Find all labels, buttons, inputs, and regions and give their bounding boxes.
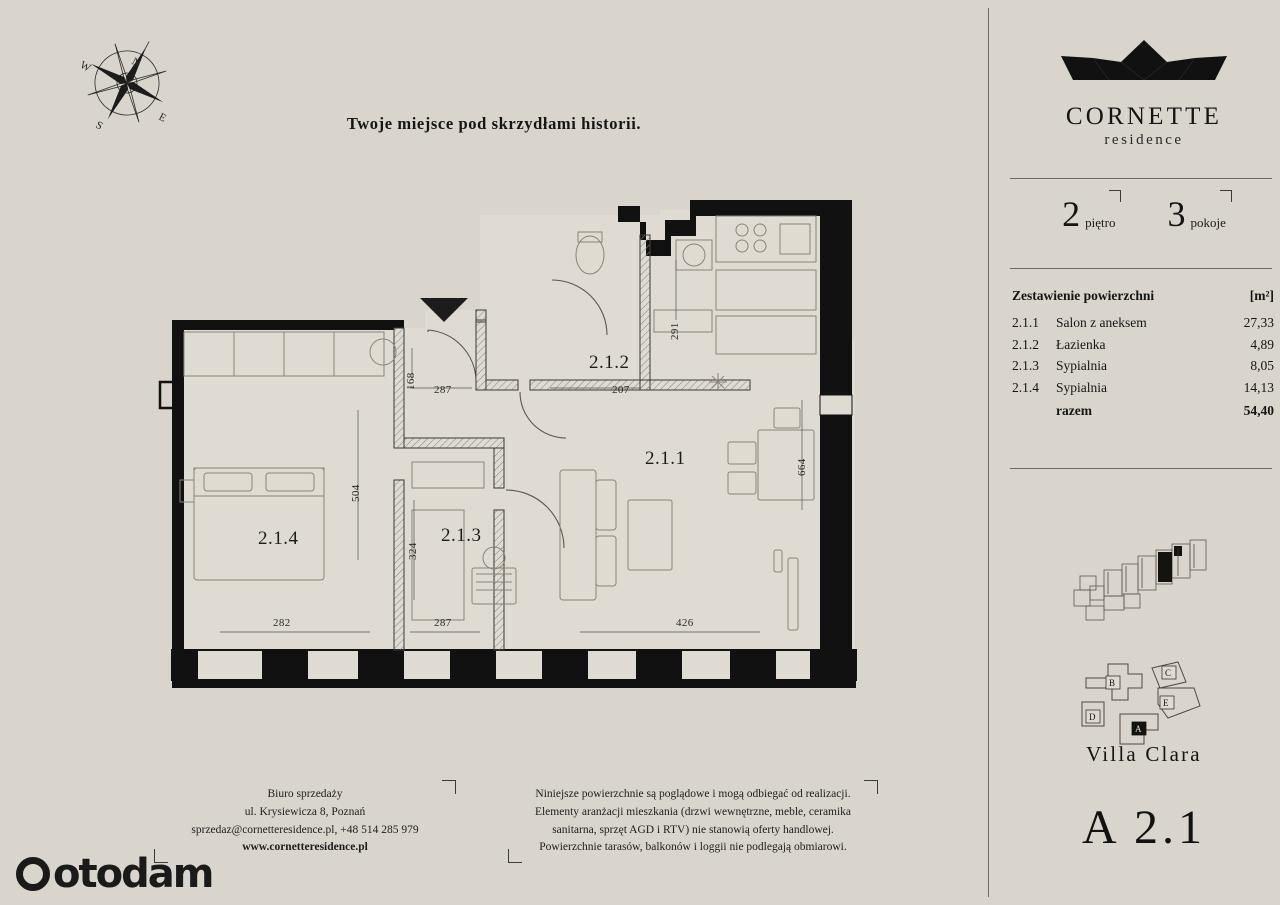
disclaimer-line-3: sanitarna, sprzęt AGD i RTV) nie stanowią oferty handlowej. xyxy=(552,823,834,836)
panel-divider xyxy=(988,8,989,897)
room-label-2-1-4: 2.1.4 xyxy=(258,528,299,549)
dimension-664: 664 xyxy=(796,458,808,476)
table-row xyxy=(1012,337,1274,353)
dimension-504: 504 xyxy=(350,484,362,502)
disclaimer-line-1: Niniejsze powierzchnie są poglądowe i mogą odbiegać od realizacji. xyxy=(535,788,851,800)
area-row-name: Sypialnia xyxy=(1056,379,1107,395)
area-total-row xyxy=(1012,403,1274,419)
floor-plan xyxy=(120,180,940,710)
area-total-value: 54,40 xyxy=(1243,402,1274,418)
dimension-168: 168 xyxy=(405,372,417,390)
table-row xyxy=(1012,380,1274,396)
sales-office-line-2: ul. Krysiewicza 8, Poznań xyxy=(244,805,366,818)
sales-office-block xyxy=(150,786,460,857)
compass-label-w: W xyxy=(77,59,94,75)
compass-label-s: S xyxy=(93,119,106,133)
area-row-value: 8,05 xyxy=(1250,358,1274,373)
area-total-label: razem xyxy=(1056,402,1092,418)
floor-keyplan xyxy=(1008,520,1280,650)
floor-count xyxy=(1062,196,1115,232)
table-row xyxy=(1012,358,1274,374)
area-row-code: 2.1.3 xyxy=(1012,358,1039,373)
area-row-code: 2.1.1 xyxy=(1012,315,1039,330)
area-table-header xyxy=(1012,288,1274,304)
area-table-title: Zestawienie powierzchni xyxy=(1012,288,1155,303)
brand-name: CORNETTE xyxy=(1065,103,1223,130)
rooms-label: pokoje xyxy=(1190,215,1226,230)
compass-label-n: N xyxy=(129,55,144,71)
rooms-count xyxy=(1167,196,1225,232)
panel-rule-bottom xyxy=(1010,468,1272,469)
dimension-287-bottom: 287 xyxy=(434,617,452,629)
unit-code: A 2.1 xyxy=(1081,801,1206,854)
rooms-number: 3 xyxy=(1167,194,1186,234)
area-row-name: Sypialnia xyxy=(1056,358,1107,373)
otodam-watermark xyxy=(16,851,212,897)
area-row-name: Łazienka xyxy=(1056,336,1106,352)
compass-label-e: E xyxy=(156,110,170,126)
tagline: Twoje miejsce pod skrzydłami historii. xyxy=(346,114,642,133)
disclaimer-line-2: Elementy aranżacji mieszkania (drzwi wewnętrzne, meble, ceramika xyxy=(534,805,852,818)
area-table xyxy=(1012,288,1274,424)
bracket-top-right xyxy=(442,780,456,794)
area-table-unit: [m²] xyxy=(1249,288,1274,303)
building-name: Villa Clara xyxy=(1086,742,1202,766)
dimension-426: 426 xyxy=(676,617,694,629)
panel-rule-top xyxy=(1010,178,1272,179)
dimension-207: 207 xyxy=(612,384,630,396)
sales-office-contact[interactable]: sprzedaz@cornetteresidence.pl, +48 514 285 979 xyxy=(191,823,419,836)
room-label-2-1-3: 2.1.3 xyxy=(441,525,482,546)
dimension-324: 324 xyxy=(407,542,419,560)
svg-text:B: B xyxy=(1109,678,1116,688)
otodam-ring-icon xyxy=(16,857,50,891)
area-row-value: 14,13 xyxy=(1243,379,1274,395)
sales-office-line-1: Biuro sprzedaży xyxy=(267,788,343,800)
svg-text:C: C xyxy=(1165,668,1172,678)
counts-block xyxy=(1008,196,1280,232)
svg-text:E: E xyxy=(1163,698,1169,708)
svg-text:D: D xyxy=(1089,712,1096,722)
disclaimer-bracket-bottom-left xyxy=(508,849,522,863)
table-row xyxy=(1012,315,1274,331)
sales-office-website[interactable]: www.cornetteresidence.pl xyxy=(242,841,368,854)
info-panel xyxy=(1008,0,1280,905)
panel-rule-mid xyxy=(1010,268,1272,269)
floor-corner-bracket xyxy=(1109,190,1121,202)
brand-block xyxy=(1008,36,1280,149)
brand-subtitle: residence xyxy=(1104,132,1184,148)
floor-label: piętro xyxy=(1085,215,1116,230)
disclaimer-block xyxy=(508,786,878,857)
disclaimer-bracket-top-right xyxy=(864,780,878,794)
room-label-2-1-2: 2.1.2 xyxy=(589,352,630,373)
dimension-291: 291 xyxy=(669,322,681,340)
dimension-287-top: 287 xyxy=(434,384,452,396)
dimension-282: 282 xyxy=(273,617,291,629)
room-label-2-1-1: 2.1.1 xyxy=(645,448,686,469)
area-row-value: 27,33 xyxy=(1243,315,1274,330)
area-row-code: 2.1.4 xyxy=(1012,379,1039,395)
cornette-crown-icon xyxy=(1059,36,1229,88)
area-row-value: 4,89 xyxy=(1250,336,1274,352)
rooms-corner-bracket xyxy=(1220,190,1232,202)
otodam-wordmark: otodam xyxy=(53,851,213,897)
svg-text:A: A xyxy=(1135,724,1142,734)
disclaimer-line-4: Powierzchnie tarasów, balkonów i loggii nie podlegają obmiarowi. xyxy=(539,841,847,854)
area-row-name: Salon z aneksem xyxy=(1056,315,1147,330)
floor-number: 2 xyxy=(1062,194,1081,234)
area-row-code: 2.1.2 xyxy=(1012,336,1039,352)
